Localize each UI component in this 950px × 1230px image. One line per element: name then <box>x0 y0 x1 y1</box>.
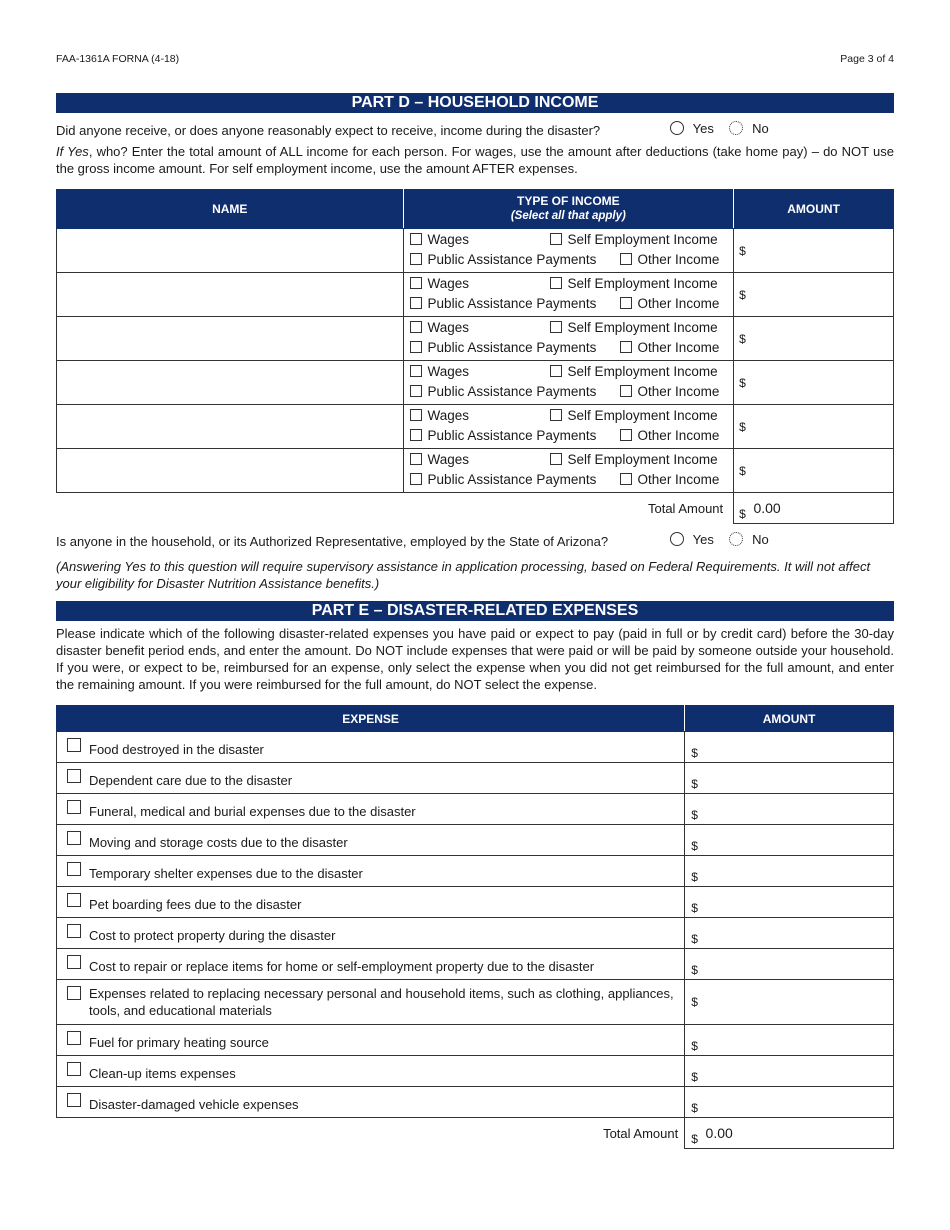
part-d-title: PART D – HOUSEHOLD INCOME <box>56 93 894 113</box>
expense-label: Pet boarding fees due to the disaster <box>89 896 302 912</box>
wages-checkbox[interactable] <box>410 365 422 377</box>
expense-amount-currency: $ <box>691 1070 698 1084</box>
page-number: Page 3 of 4 <box>840 53 894 65</box>
expense-row <box>57 856 894 887</box>
expense-label-cell <box>57 949 685 980</box>
expenses-total-cell[interactable] <box>685 1118 894 1149</box>
public-assistance-checkbox[interactable] <box>410 341 422 353</box>
col-expense-header: EXPENSE <box>57 706 685 732</box>
expenses-total-value: 0.00 <box>705 1125 733 1141</box>
self-employment-checkbox[interactable] <box>550 409 562 421</box>
wages-checkbox[interactable] <box>410 277 422 289</box>
income-row <box>57 229 894 273</box>
expense-checkbox[interactable] <box>67 893 81 907</box>
expense-label: Cost to protect property during the disaster <box>89 927 336 943</box>
expense-label: Cost to repair or replace items for home or self-employment property due to the disaster <box>89 958 595 974</box>
col-type-title: TYPE OF INCOME <box>517 194 620 208</box>
wages-checkbox[interactable] <box>410 409 422 421</box>
other-income-option[interactable] <box>620 340 720 355</box>
other-income-checkbox[interactable] <box>620 341 632 353</box>
col-name-header: NAME <box>57 190 404 229</box>
income-amount-cell[interactable] <box>734 317 894 361</box>
public-assistance-checkbox[interactable] <box>410 385 422 397</box>
self-employment-option[interactable] <box>550 276 718 291</box>
public-assistance-option[interactable] <box>410 340 597 355</box>
other-income-checkbox[interactable] <box>620 473 632 485</box>
other-income-checkbox[interactable] <box>620 297 632 309</box>
public-assistance-label: Public Assistance Payments <box>427 340 597 355</box>
col-type-subtitle: (Select all that apply) <box>510 210 626 222</box>
expense-checkbox[interactable] <box>67 862 81 876</box>
other-income-option[interactable] <box>620 296 720 311</box>
expenses-total-label: Total Amount <box>57 1118 685 1149</box>
income-name-cell[interactable] <box>57 361 404 405</box>
income-no-radio[interactable] <box>729 121 743 135</box>
state-employment-question: Is anyone in the household, or its Authorized Representative, employed by the State of Arizona? <box>56 534 609 549</box>
income-amount-currency: $ <box>739 244 746 258</box>
public-assistance-checkbox[interactable] <box>410 253 422 265</box>
expense-label-cell <box>57 1056 685 1087</box>
income-row <box>57 449 894 493</box>
expense-label-cell <box>57 980 685 1025</box>
expense-amount-currency: $ <box>691 746 698 760</box>
self-employment-checkbox[interactable] <box>550 233 562 245</box>
income-total-cell[interactable] <box>734 493 894 524</box>
state-employment-note: (Answering Yes to this question will require supervisory assistance in application processing, based on Federal Requirements. It will not affect your eligibility for Disaster Nutrition Assistance benefits.) <box>56 559 871 591</box>
public-assistance-checkbox[interactable] <box>410 297 422 309</box>
expense-label-cell <box>57 856 685 887</box>
wages-option[interactable] <box>410 452 470 467</box>
expense-checkbox[interactable] <box>67 1062 81 1076</box>
expense-label: Fuel for primary heating source <box>89 1034 269 1050</box>
expense-row <box>57 825 894 856</box>
expense-label: Dependent care due to the disaster <box>89 772 293 788</box>
expense-amount-currency: $ <box>691 963 698 977</box>
income-amount-cell[interactable] <box>734 273 894 317</box>
state-no-radio[interactable] <box>729 532 743 546</box>
income-type-cell <box>403 317 734 361</box>
part-e-title: PART E – DISASTER-RELATED EXPENSES <box>56 601 894 621</box>
state-yes-label: Yes <box>692 532 714 547</box>
wages-label: Wages <box>427 408 470 423</box>
public-assistance-label: Public Assistance Payments <box>427 252 597 267</box>
expense-label: Expenses related to replacing necessary personal and household items, such as clothing, appliances, tools, and educational materials <box>89 986 674 1018</box>
wages-checkbox[interactable] <box>410 453 422 465</box>
self-employment-option[interactable] <box>550 232 718 247</box>
expense-label-cell <box>57 887 685 918</box>
expense-checkbox[interactable] <box>67 1031 81 1045</box>
self-employment-label: Self Employment Income <box>567 276 718 291</box>
expense-amount-cell[interactable] <box>685 825 894 856</box>
expense-label-cell <box>57 794 685 825</box>
public-assistance-option[interactable] <box>410 384 597 399</box>
wages-option[interactable] <box>410 364 470 379</box>
income-amount-cell[interactable] <box>734 361 894 405</box>
income-type-cell <box>403 361 734 405</box>
expense-amount-cell[interactable] <box>685 887 894 918</box>
expense-row <box>57 918 894 949</box>
income-row <box>57 405 894 449</box>
expense-amount-currency: $ <box>691 777 698 791</box>
expense-amount-cell[interactable] <box>685 1087 894 1118</box>
expense-label-cell <box>57 1087 685 1118</box>
expense-amount-cell[interactable] <box>685 763 894 794</box>
state-no-label: No <box>752 532 769 547</box>
public-assistance-option[interactable] <box>410 296 597 311</box>
expense-label: Clean-up items expenses <box>89 1065 236 1081</box>
income-name-cell[interactable] <box>57 229 404 273</box>
expense-row <box>57 887 894 918</box>
income-instructions-text: , who? Enter the total amount of ALL income for each person. For wages, use the amount after deductions (take home pay) – do NOT use the gross income amount. For self employment income, use the amount AFTER expenses. <box>56 144 894 176</box>
income-type-cell <box>403 229 734 273</box>
self-employment-option[interactable] <box>550 452 718 467</box>
income-table <box>56 189 894 524</box>
income-amount-cell[interactable] <box>734 449 894 493</box>
income-name-cell[interactable] <box>57 405 404 449</box>
state-employment-answers <box>670 531 769 548</box>
self-employment-label: Self Employment Income <box>567 232 718 247</box>
self-employment-label: Self Employment Income <box>567 452 718 467</box>
expense-amount-currency: $ <box>691 994 698 1009</box>
income-question: Did anyone receive, or does anyone reasonably expect to receive, income during the disaster? <box>56 123 601 138</box>
wages-option[interactable] <box>410 232 470 247</box>
expense-amount-cell[interactable] <box>685 949 894 980</box>
public-assistance-option[interactable] <box>410 252 597 267</box>
expense-checkbox[interactable] <box>67 924 81 938</box>
income-row <box>57 273 894 317</box>
expenses-total-currency: $ <box>691 1132 698 1146</box>
income-amount-currency: $ <box>739 376 746 390</box>
income-type-cell <box>403 449 734 493</box>
other-income-checkbox[interactable] <box>620 385 632 397</box>
expense-label-cell <box>57 732 685 763</box>
expense-label: Funeral, medical and burial expenses due to the disaster <box>89 803 416 819</box>
expenses-instructions: Please indicate which of the following disaster-related expenses you have paid or expect to pay (paid in full or by credit card) before the 30-day disaster benefit period ends, and enter the amount. Do NOT include expenses that were paid or will be paid by someone outside your household. If you were, or expect to be, reimbursed for an expense, only select the expense when you did not get reimbursed for the full amount, and enter the remaining amount. If you were reimbursed for the full amount, do NOT select the expense. <box>56 626 894 692</box>
expense-amount-cell[interactable] <box>685 1056 894 1087</box>
income-name-cell[interactable] <box>57 317 404 361</box>
other-income-option[interactable] <box>620 428 720 443</box>
income-amount-currency: $ <box>739 288 746 302</box>
wages-label: Wages <box>427 276 470 291</box>
expense-label-cell <box>57 1025 685 1056</box>
self-employment-label: Self Employment Income <box>567 320 718 335</box>
other-income-option[interactable] <box>620 252 720 267</box>
expense-label-cell <box>57 918 685 949</box>
self-employment-option[interactable] <box>550 320 718 335</box>
other-income-label: Other Income <box>637 384 720 399</box>
expense-row <box>57 1056 894 1087</box>
expense-amount-currency: $ <box>691 1101 698 1115</box>
other-income-label: Other Income <box>637 252 720 267</box>
expense-label: Food destroyed in the disaster <box>89 741 264 757</box>
income-amount-cell[interactable] <box>734 405 894 449</box>
expense-row <box>57 732 894 763</box>
col-amount-header: AMOUNT <box>734 190 894 229</box>
expense-row <box>57 1025 894 1056</box>
public-assistance-label: Public Assistance Payments <box>427 296 597 311</box>
income-question-answers <box>670 120 769 137</box>
wages-label: Wages <box>427 320 470 335</box>
self-employment-checkbox[interactable] <box>550 321 562 333</box>
wages-label: Wages <box>427 232 470 247</box>
other-income-label: Other Income <box>637 296 720 311</box>
income-row <box>57 361 894 405</box>
expenses-table <box>56 705 894 1149</box>
expense-amount-currency: $ <box>691 901 698 915</box>
expense-row <box>57 1087 894 1118</box>
income-row <box>57 317 894 361</box>
wages-option[interactable] <box>410 276 470 291</box>
public-assistance-label: Public Assistance Payments <box>427 384 597 399</box>
income-total-currency: $ <box>739 507 746 521</box>
expense-label: Moving and storage costs due to the disaster <box>89 834 348 850</box>
other-income-label: Other Income <box>637 428 720 443</box>
expense-row <box>57 794 894 825</box>
expense-label-cell <box>57 763 685 794</box>
self-employment-checkbox[interactable] <box>550 365 562 377</box>
other-income-checkbox[interactable] <box>620 429 632 441</box>
other-income-option[interactable] <box>620 384 720 399</box>
col-type-header <box>403 190 734 229</box>
income-amount-currency: $ <box>739 332 746 346</box>
expense-label-cell <box>57 825 685 856</box>
self-employment-option[interactable] <box>550 408 718 423</box>
other-income-option[interactable] <box>620 472 720 487</box>
income-yes-radio[interactable] <box>670 121 684 135</box>
expense-amount-cell[interactable] <box>685 856 894 887</box>
wages-option[interactable] <box>410 320 470 335</box>
income-yes-label: Yes <box>692 121 714 136</box>
public-assistance-label: Public Assistance Payments <box>427 472 597 487</box>
income-type-cell <box>403 273 734 317</box>
expense-checkbox[interactable] <box>67 800 81 814</box>
income-name-cell[interactable] <box>57 449 404 493</box>
expense-checkbox[interactable] <box>67 955 81 969</box>
form-id: FAA-1361A FORNA (4-18) <box>56 53 180 65</box>
expense-row <box>57 763 894 794</box>
expense-amount-cell[interactable] <box>685 1025 894 1056</box>
public-assistance-option[interactable] <box>410 472 597 487</box>
income-no-label: No <box>752 121 769 136</box>
public-assistance-checkbox[interactable] <box>410 473 422 485</box>
self-employment-checkbox[interactable] <box>550 277 562 289</box>
income-amount-currency: $ <box>739 420 746 434</box>
expense-amount-cell[interactable] <box>685 980 894 1025</box>
expense-checkbox[interactable] <box>67 1093 81 1107</box>
expense-checkbox[interactable] <box>67 831 81 845</box>
self-employment-label: Self Employment Income <box>567 364 718 379</box>
wages-checkbox[interactable] <box>410 233 422 245</box>
income-total-value: 0.00 <box>753 500 781 516</box>
wages-label: Wages <box>427 364 470 379</box>
other-income-label: Other Income <box>637 472 720 487</box>
expense-checkbox[interactable] <box>67 769 81 783</box>
expense-amount-cell[interactable] <box>685 732 894 763</box>
expense-amount-cell[interactable] <box>685 794 894 825</box>
wages-checkbox[interactable] <box>410 321 422 333</box>
expense-amount-currency: $ <box>691 839 698 853</box>
public-assistance-label: Public Assistance Payments <box>427 428 597 443</box>
expense-amount-cell[interactable] <box>685 918 894 949</box>
other-income-checkbox[interactable] <box>620 253 632 265</box>
public-assistance-option[interactable] <box>410 428 597 443</box>
col-expense-amount-header: AMOUNT <box>685 706 894 732</box>
income-total-label: Total Amount <box>57 493 734 524</box>
wages-label: Wages <box>427 452 470 467</box>
self-employment-checkbox[interactable] <box>550 453 562 465</box>
income-instructions <box>56 143 894 177</box>
expense-checkbox[interactable] <box>67 738 81 752</box>
expense-amount-currency: $ <box>691 1039 698 1053</box>
expense-amount-currency: $ <box>691 870 698 884</box>
other-income-label: Other Income <box>637 340 720 355</box>
expense-label: Disaster-damaged vehicle expenses <box>89 1096 299 1112</box>
self-employment-option[interactable] <box>550 364 718 379</box>
income-amount-cell[interactable] <box>734 229 894 273</box>
expense-row <box>57 949 894 980</box>
expense-amount-currency: $ <box>691 932 698 946</box>
wages-option[interactable] <box>410 408 470 423</box>
income-amount-currency: $ <box>739 464 746 478</box>
self-employment-label: Self Employment Income <box>567 408 718 423</box>
income-type-cell <box>403 405 734 449</box>
expense-row <box>57 980 894 1025</box>
state-yes-radio[interactable] <box>670 532 684 546</box>
public-assistance-checkbox[interactable] <box>410 429 422 441</box>
income-name-cell[interactable] <box>57 273 404 317</box>
if-yes-label: If Yes <box>56 144 89 159</box>
expense-checkbox[interactable] <box>67 986 81 1000</box>
expense-label: Temporary shelter expenses due to the disaster <box>89 865 363 881</box>
expense-amount-currency: $ <box>691 808 698 822</box>
